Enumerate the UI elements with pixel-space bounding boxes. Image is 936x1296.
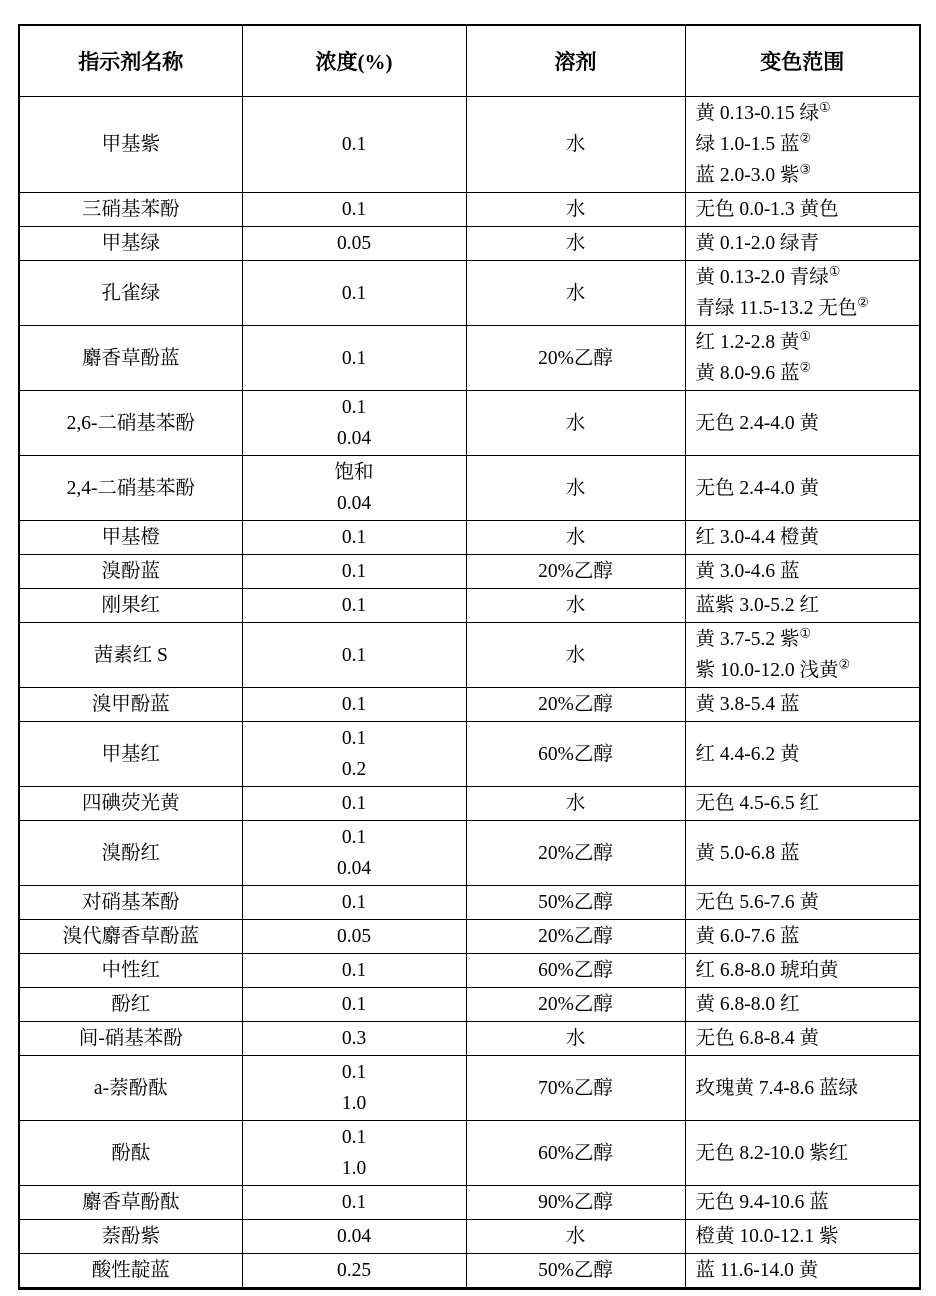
table-row <box>19 787 920 821</box>
cell-concentration <box>242 623 466 688</box>
color-range-line <box>696 838 914 869</box>
cell-indicator-name <box>19 97 242 193</box>
solvent-value: 70%乙醇 <box>538 1077 613 1099</box>
color-range-line <box>696 327 914 358</box>
concentration-value: 0.1 <box>341 282 367 304</box>
color-range-text: 黄 5.0-6.8 蓝 <box>695 842 800 864</box>
cell-concentration <box>242 97 466 193</box>
solvent-value: 水 <box>565 527 586 548</box>
color-range-text: 紫 10.0-12.0 浅黄 <box>695 660 839 681</box>
color-range-line <box>696 1255 914 1286</box>
solvent-value: 水 <box>565 477 586 499</box>
solvent-value: 60%乙醇 <box>538 1142 613 1164</box>
column-header-concentration: 浓度(%) <box>242 25 466 97</box>
cell-concentration <box>242 1254 466 1289</box>
color-range-line <box>696 228 914 259</box>
color-range-line <box>696 522 914 553</box>
table-row <box>19 326 920 391</box>
table-row <box>19 391 920 456</box>
color-range-line <box>696 358 914 389</box>
concentration-value: 0.1 <box>341 644 367 666</box>
table-row <box>19 920 920 954</box>
cell-color-range <box>685 193 920 227</box>
cell-solvent <box>466 1254 685 1289</box>
indicator-name: 茜素红 S <box>93 644 168 666</box>
cell-indicator-name <box>19 623 242 688</box>
color-range-text: 蓝紫 3.0-5.2 红 <box>695 595 819 616</box>
indicator-name: 甲基紫 <box>101 134 160 155</box>
footnote-mark: ① <box>799 328 812 344</box>
cell-concentration <box>242 326 466 391</box>
cell-color-range <box>685 688 920 722</box>
cell-indicator-name <box>19 589 242 623</box>
table-row <box>19 886 920 920</box>
table-row <box>19 1056 920 1121</box>
concentration-value: 0.1 <box>341 1062 367 1083</box>
cell-concentration <box>242 1186 466 1220</box>
cell-concentration <box>242 954 466 988</box>
solvent-value: 20%乙醇 <box>538 694 613 715</box>
cell-color-range <box>685 227 920 261</box>
cell-concentration <box>242 688 466 722</box>
color-range-line <box>696 624 914 655</box>
concentration-value: 0.3 <box>341 1028 367 1049</box>
cell-color-range <box>685 97 920 193</box>
indicator-name: 溴甲酚蓝 <box>91 694 170 715</box>
color-range-text: 蓝 11.6-14.0 黄 <box>695 1260 819 1281</box>
cell-color-range <box>685 623 920 688</box>
cell-concentration <box>242 787 466 821</box>
table-row <box>19 456 920 521</box>
cell-solvent <box>466 97 685 193</box>
indicator-name: 麝香草酚蓝 <box>81 347 180 369</box>
table-row <box>19 954 920 988</box>
indicator-name: 溴代麝香草酚蓝 <box>62 926 199 947</box>
color-range-line <box>696 689 914 720</box>
footnote-mark: ② <box>799 130 812 146</box>
table-row <box>19 1220 920 1254</box>
solvent-value: 20%乙醇 <box>538 561 613 582</box>
solvent-value: 90%乙醇 <box>538 1192 613 1213</box>
cell-color-range <box>685 821 920 886</box>
color-range-line <box>696 1023 914 1054</box>
color-range-line <box>696 1187 914 1218</box>
cell-solvent <box>466 722 685 787</box>
cell-indicator-name <box>19 1220 242 1254</box>
solvent-value: 水 <box>565 199 586 220</box>
concentration-value: 0.1 <box>341 827 367 848</box>
solvent-value: 水 <box>565 282 586 304</box>
cell-indicator-name <box>19 521 242 555</box>
cell-solvent <box>466 227 685 261</box>
cell-color-range <box>685 391 920 456</box>
cell-concentration <box>242 589 466 623</box>
cell-color-range <box>685 722 920 787</box>
indicator-name: 酸性靛蓝 <box>91 1260 170 1281</box>
footnote-mark: ① <box>799 625 812 641</box>
cell-concentration <box>242 1220 466 1254</box>
cell-concentration <box>242 555 466 589</box>
indicator-name: 萘酚紫 <box>101 1226 160 1247</box>
color-range-text: 无色 0.0-1.3 黄色 <box>695 199 839 220</box>
concentration-value: 0.04 <box>336 493 372 514</box>
color-range-text: 橙黄 10.0-12.1 紫 <box>695 1226 839 1247</box>
solvent-value: 水 <box>565 233 586 254</box>
table-row <box>19 521 920 555</box>
table-row <box>19 555 920 589</box>
cell-indicator-name <box>19 988 242 1022</box>
concentration-value: 0.1 <box>341 397 367 418</box>
table-row <box>19 193 920 227</box>
indicator-name: 溴酚蓝 <box>101 561 160 582</box>
cell-indicator-name <box>19 920 242 954</box>
solvent-value: 20%乙醇 <box>538 347 613 369</box>
cell-indicator-name <box>19 821 242 886</box>
indicator-name: 2,6-二硝基苯酚 <box>66 412 195 434</box>
cell-color-range <box>685 1220 920 1254</box>
cell-concentration <box>242 988 466 1022</box>
cell-solvent <box>466 1186 685 1220</box>
cell-concentration <box>242 193 466 227</box>
table-row <box>19 688 920 722</box>
color-range-text: 青绿 11.5-13.2 无色 <box>695 298 858 319</box>
cell-color-range <box>685 886 920 920</box>
cell-solvent <box>466 1121 685 1186</box>
cell-indicator-name <box>19 227 242 261</box>
table-row <box>19 227 920 261</box>
concentration-value: 0.05 <box>336 233 372 254</box>
color-range-line <box>696 739 914 770</box>
cell-color-range <box>685 326 920 391</box>
color-range-text: 红 3.0-4.4 橙黄 <box>695 527 819 548</box>
indicator-name: 甲基绿 <box>101 233 160 254</box>
solvent-value: 20%乙醇 <box>538 926 613 947</box>
cell-color-range <box>685 920 920 954</box>
indicator-name: 对硝基苯酚 <box>81 892 180 913</box>
footnote-mark: ② <box>838 656 851 672</box>
cell-indicator-name <box>19 261 242 326</box>
table-row <box>19 261 920 326</box>
color-range-line <box>696 1073 914 1104</box>
cell-solvent <box>466 555 685 589</box>
cell-indicator-name <box>19 1186 242 1220</box>
indicator-name: 间-硝基苯酚 <box>78 1028 183 1049</box>
color-range-line <box>696 1138 914 1169</box>
color-range-text: 红 4.4-6.2 黄 <box>695 743 800 765</box>
color-range-text: 无色 2.4-4.0 黄 <box>695 477 819 499</box>
solvent-value: 20%乙醇 <box>538 842 613 864</box>
column-header-solvent: 溶剂 <box>466 25 685 97</box>
cell-color-range <box>685 988 920 1022</box>
cell-solvent <box>466 920 685 954</box>
color-range-text: 黄 8.0-9.6 蓝 <box>695 363 800 384</box>
color-range-line <box>696 408 914 439</box>
color-range-text: 无色 4.5-6.5 红 <box>695 793 819 814</box>
cell-solvent <box>466 821 685 886</box>
table-row <box>19 821 920 886</box>
color-range-line <box>696 955 914 986</box>
cell-color-range <box>685 261 920 326</box>
cell-concentration <box>242 920 466 954</box>
footnote-mark: ③ <box>799 161 812 177</box>
cell-concentration <box>242 722 466 787</box>
color-range-text: 玫瑰黄 7.4-8.6 蓝绿 <box>695 1077 858 1099</box>
table-row <box>19 1022 920 1056</box>
indicator-name: 孔雀绿 <box>101 282 160 304</box>
cell-solvent <box>466 1220 685 1254</box>
color-range-text: 黄 0.13-2.0 青绿 <box>695 267 829 288</box>
color-range-line <box>696 887 914 918</box>
concentration-value: 1.0 <box>341 1158 367 1179</box>
color-range-line <box>696 989 914 1020</box>
concentration-value: 1.0 <box>341 1093 367 1114</box>
color-range-line <box>696 293 914 324</box>
footnote-mark: ② <box>799 359 812 375</box>
cell-indicator-name <box>19 1056 242 1121</box>
color-range-text: 无色 2.4-4.0 黄 <box>695 412 819 434</box>
table-row <box>19 589 920 623</box>
color-range-line <box>696 129 914 160</box>
table-row <box>19 1121 920 1186</box>
cell-solvent <box>466 193 685 227</box>
concentration-value: 0.25 <box>336 1260 372 1281</box>
cell-concentration <box>242 886 466 920</box>
cell-solvent <box>466 261 685 326</box>
cell-concentration <box>242 521 466 555</box>
color-range-text: 黄 3.7-5.2 紫 <box>695 629 800 650</box>
concentration-value: 0.04 <box>336 1226 372 1247</box>
solvent-value: 水 <box>565 644 586 666</box>
cell-solvent <box>466 988 685 1022</box>
cell-indicator-name <box>19 555 242 589</box>
table-row <box>19 1186 920 1220</box>
concentration-value: 0.1 <box>341 347 367 369</box>
column-header-range: 变色范围 <box>685 25 920 97</box>
color-range-text: 黄 6.8-8.0 红 <box>695 994 800 1015</box>
cell-concentration <box>242 456 466 521</box>
cell-indicator-name <box>19 1254 242 1289</box>
color-range-line <box>696 788 914 819</box>
color-range-line <box>696 921 914 952</box>
cell-concentration <box>242 1022 466 1056</box>
cell-solvent <box>466 886 685 920</box>
color-range-line <box>696 98 914 129</box>
cell-color-range <box>685 954 920 988</box>
indicator-name: 四碘荧光黄 <box>81 793 180 814</box>
concentration-value: 0.1 <box>341 960 367 981</box>
cell-indicator-name <box>19 1022 242 1056</box>
indicator-name: 2,4-二硝基苯酚 <box>66 477 195 499</box>
cell-indicator-name <box>19 886 242 920</box>
solvent-value: 水 <box>565 134 586 155</box>
footnote-mark: ① <box>819 99 831 115</box>
concentration-value: 饱和 <box>334 462 374 483</box>
concentration-value: 0.1 <box>341 793 367 814</box>
cell-indicator-name <box>19 722 242 787</box>
color-range-text: 蓝 2.0-3.0 紫 <box>695 165 800 186</box>
indicator-name: 甲基橙 <box>101 527 160 548</box>
concentration-value: 0.04 <box>336 428 372 449</box>
cell-solvent <box>466 326 685 391</box>
solvent-value: 20%乙醇 <box>538 994 613 1015</box>
color-range-text: 无色 5.6-7.6 黄 <box>695 892 819 913</box>
color-range-text: 红 6.8-8.0 琥珀黄 <box>695 960 839 981</box>
indicator-name: 甲基红 <box>101 743 160 765</box>
cell-solvent <box>466 456 685 521</box>
cell-indicator-name <box>19 954 242 988</box>
indicator-name: 三硝基苯酚 <box>81 199 180 220</box>
indicator-name: 中性红 <box>101 960 160 981</box>
color-range-line <box>696 262 914 293</box>
cell-solvent <box>466 623 685 688</box>
cell-solvent <box>466 1022 685 1056</box>
color-range-text: 绿 1.0-1.5 蓝 <box>695 134 800 155</box>
cell-color-range <box>685 555 920 589</box>
table-row <box>19 1254 920 1289</box>
table-row <box>19 988 920 1022</box>
indicator-table <box>18 24 921 1290</box>
solvent-value: 50%乙醇 <box>538 1260 613 1281</box>
cell-indicator-name <box>19 1121 242 1186</box>
cell-solvent <box>466 391 685 456</box>
concentration-value: 0.1 <box>341 561 367 582</box>
cell-color-range <box>685 521 920 555</box>
solvent-value: 60%乙醇 <box>538 960 613 981</box>
footnote-mark: ① <box>828 263 841 279</box>
cell-concentration <box>242 1056 466 1121</box>
cell-indicator-name <box>19 688 242 722</box>
color-range-text: 无色 6.8-8.4 黄 <box>695 1028 819 1049</box>
solvent-value: 60%乙醇 <box>538 743 613 765</box>
solvent-value: 水 <box>565 412 586 434</box>
cell-concentration <box>242 391 466 456</box>
solvent-value: 水 <box>565 793 586 814</box>
color-range-line <box>696 556 914 587</box>
table-row <box>19 623 920 688</box>
concentration-value: 0.1 <box>341 694 367 715</box>
solvent-value: 水 <box>565 1028 586 1049</box>
color-range-text: 无色 8.2-10.0 紫红 <box>695 1142 849 1164</box>
color-range-text: 黄 0.1-2.0 绿青 <box>695 233 819 254</box>
cell-solvent <box>466 1056 685 1121</box>
color-range-text: 黄 3.0-4.6 蓝 <box>695 561 800 582</box>
concentration-value: 0.04 <box>336 858 372 879</box>
indicator-name: 麝香草酚酞 <box>81 1192 180 1213</box>
cell-indicator-name <box>19 391 242 456</box>
table-row <box>19 97 920 193</box>
column-header-name: 指示剂名称 <box>19 25 242 97</box>
concentration-value: 0.1 <box>341 1192 367 1213</box>
cell-solvent <box>466 688 685 722</box>
color-range-line <box>696 655 914 686</box>
concentration-value: 0.2 <box>341 759 367 780</box>
color-range-text: 无色 9.4-10.6 蓝 <box>695 1192 829 1213</box>
concentration-value: 0.05 <box>336 926 372 947</box>
indicator-name: 溴酚红 <box>101 842 160 864</box>
cell-solvent <box>466 589 685 623</box>
indicator-name: 酚红 <box>111 994 151 1015</box>
cell-color-range <box>685 589 920 623</box>
cell-solvent <box>466 521 685 555</box>
concentration-value: 0.1 <box>341 994 367 1015</box>
concentration-value: 0.1 <box>341 199 367 220</box>
cell-indicator-name <box>19 326 242 391</box>
indicator-name: a-萘酚酞 <box>93 1077 168 1099</box>
color-range-text: 黄 3.8-5.4 蓝 <box>695 694 800 715</box>
cell-color-range <box>685 1254 920 1289</box>
concentration-value: 0.1 <box>341 1127 367 1148</box>
color-range-text: 红 1.2-2.8 黄 <box>695 332 800 353</box>
header-row <box>19 25 920 97</box>
cell-color-range <box>685 1056 920 1121</box>
cell-color-range <box>685 1121 920 1186</box>
cell-concentration <box>242 261 466 326</box>
cell-indicator-name <box>19 456 242 521</box>
footnote-mark: ② <box>857 294 869 310</box>
cell-indicator-name <box>19 193 242 227</box>
cell-concentration <box>242 821 466 886</box>
color-range-line <box>696 590 914 621</box>
cell-color-range <box>685 787 920 821</box>
table-row <box>19 722 920 787</box>
color-range-line <box>696 194 914 225</box>
cell-color-range <box>685 456 920 521</box>
concentration-value: 0.1 <box>341 728 367 749</box>
color-range-line <box>696 160 914 191</box>
concentration-value: 0.1 <box>341 892 367 913</box>
concentration-value: 0.1 <box>341 527 367 548</box>
color-range-text: 黄 6.0-7.6 蓝 <box>695 926 800 947</box>
color-range-line <box>696 473 914 504</box>
cell-solvent <box>466 954 685 988</box>
cell-color-range <box>685 1186 920 1220</box>
cell-color-range <box>685 1022 920 1056</box>
solvent-value: 水 <box>565 595 586 616</box>
concentration-value: 0.1 <box>341 134 367 155</box>
indicator-name: 刚果红 <box>101 595 160 616</box>
solvent-value: 水 <box>565 1226 586 1247</box>
solvent-value: 50%乙醇 <box>538 892 613 913</box>
indicator-name: 酚酞 <box>111 1142 151 1164</box>
color-range-text: 黄 0.13-0.15 绿 <box>695 103 819 124</box>
cell-indicator-name <box>19 787 242 821</box>
cell-concentration <box>242 227 466 261</box>
cell-solvent <box>466 787 685 821</box>
color-range-line <box>696 1221 914 1252</box>
cell-concentration <box>242 1121 466 1186</box>
concentration-value: 0.1 <box>341 595 367 616</box>
